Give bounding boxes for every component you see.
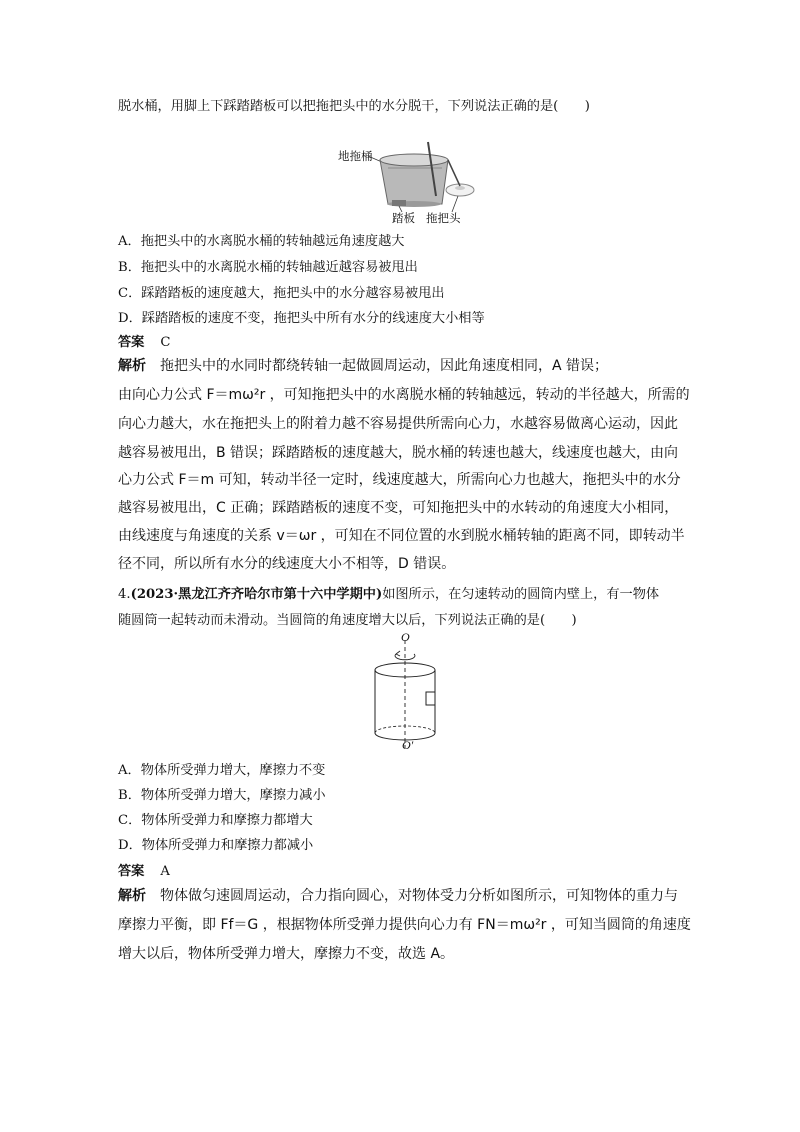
q3-analysis-label: 解析: [118, 358, 146, 374]
q3-analysis-line-1: [118, 356, 608, 376]
q3-analysis-line-2: 由向心力公式 F＝mω²r ，可知拖把头中的水离脱水桶的转轴越远，转动的半径越大，所需的: [118, 387, 690, 403]
mop-bucket-illustration: [330, 138, 500, 228]
q3-analysis-line-8: 径不同，所以所有水分的线速度大小不相等，D 错误。: [118, 556, 456, 572]
q4-answer-value: A: [160, 864, 170, 879]
q3-analysis-text: 拖把头中的水同时都绕转轴一起做圆周运动，因此角速度相同，A 错误；: [160, 358, 609, 374]
q3-option-b: B．拖把头中的水离脱水桶的转轴越近越容易被甩出: [118, 260, 418, 275]
pedal-label: 踏板: [392, 211, 415, 225]
q4-analysis-line-2: 摩擦力平衡，即 Ff＝G ，根据物体所受弹力提供向心力有 FN＝mω²r ，可知当圆筒的角速度: [118, 917, 691, 933]
q3-answer-label: 答案: [118, 335, 145, 350]
q3-answer-line: [118, 333, 170, 353]
axis-top-label: O: [401, 630, 410, 644]
q4-stem-text: 如图所示，在匀速转动的圆筒内壁上，有一物体: [382, 587, 660, 602]
q4-answer-line: [118, 862, 170, 882]
q3-analysis-line-5: 心力公式 F＝m 可知，转动半径一定时，线速度越大，所需向心力也越大，拖把头中的水分: [118, 472, 681, 488]
q4-option-a: A．物体所受弹力增大，摩擦力不变: [118, 763, 326, 778]
bucket-label: 地拖桶: [338, 149, 373, 163]
q4-analysis-line-3: 增大以后，物体所受弹力增大，摩擦力不变，故选 A。: [118, 946, 455, 962]
axis-bottom-label: O′: [402, 738, 414, 752]
q4-analysis-text: 物体做匀速圆周运动，合力指向圆心，对物体受力分析如图所示，可知物体的重力与: [160, 888, 678, 904]
q4-option-c: C．物体所受弹力和摩擦力都增大: [118, 813, 313, 828]
q4-stem-line-2: 随圆筒一起转动而未滑动。当圆筒的角速度增大以后，下列说法正确的是( ): [118, 613, 577, 628]
q3-analysis-line-4: 越容易被甩出，B 错误；踩踏踏板的速度越大，脱水桶的转速也越大，线速度也越大，由向: [118, 445, 679, 461]
q3-stem-tail: 脱水桶，用脚上下踩踏踏板可以把拖把头中的水分脱干，下列说法正确的是( ): [118, 99, 590, 114]
q3-option-d: D．踩踏踏板的速度不变，拖把头中所有水分的线速度大小相等: [118, 311, 485, 326]
q4-stem-line-1: [118, 585, 659, 605]
cylinder-figure: [360, 632, 450, 757]
q4-option-b: B．物体所受弹力增大，摩擦力减小: [118, 788, 326, 803]
q3-analysis-line-6: 越容易被甩出，C 正确；踩踏踏板的速度不变，可知拖把头中的水转动的角速度大小相同，: [118, 500, 679, 516]
q3-analysis-line-3: 向心力越大，水在拖把头上的附着力越不容易提供所需向心力，水越容易做离心运动，因此: [118, 416, 678, 432]
q4-answer-label: 答案: [118, 864, 145, 879]
q3-analysis-line-7: 由线速度与角速度的关系 v＝ωr ，可知在不同位置的水到脱水桶转轴的距离不同，即转动半: [118, 528, 685, 544]
q3-answer-value: C: [160, 335, 171, 350]
q4-analysis-line-1: [118, 886, 678, 906]
q3-option-a: A．拖把头中的水离脱水桶的转轴越远角速度越大: [118, 234, 405, 249]
q3-option-c: C．踩踏踏板的速度越大，拖把头中的水分越容易被甩出: [118, 286, 445, 301]
q4-analysis-label: 解析: [118, 888, 146, 904]
q4-source: (2023·黑龙江齐齐哈尔市第十六中学期中): [130, 587, 383, 602]
mop-head-label: 拖把头: [426, 211, 461, 225]
q4-number: 4.: [118, 587, 131, 602]
q4-option-d: D．物体所受弹力和摩擦力都减小: [118, 838, 314, 853]
mop-bucket-figure: [330, 138, 500, 228]
